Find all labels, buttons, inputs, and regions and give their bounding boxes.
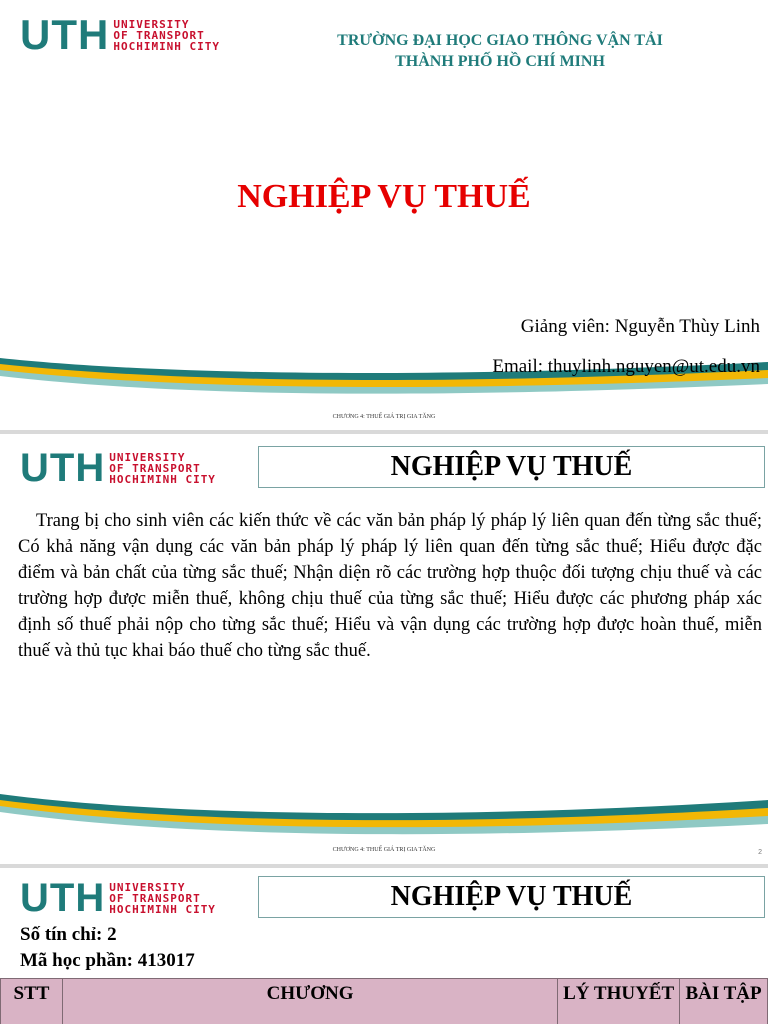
slide-title: NGHIỆP VỤ THUẾ (258, 876, 765, 918)
header-exercise: BÀI TẬP (680, 979, 768, 1024)
uth-logo (20, 11, 221, 58)
chapter-table (0, 978, 768, 1024)
credits: Số tín chỉ: 2 (20, 924, 117, 945)
slide-title: NGHIỆP VỤ THUẾ (237, 178, 531, 215)
slide-2 (0, 434, 768, 864)
slide-1 (0, 0, 768, 430)
lecturer: Giảng viên: Nguyễn Thùy Linh (520, 316, 760, 337)
slide-title: NGHIỆP VỤ THUẾ (258, 446, 765, 488)
school-name (270, 30, 730, 72)
logo-mark: UTH (20, 876, 106, 920)
slide-3 (0, 868, 768, 1024)
school-line-2: THÀNH PHỐ HỒ CHÍ MINH (395, 53, 605, 70)
logo-line-2: OF TRANSPORT (109, 461, 201, 475)
logo-line-3: HOCHIMINH CITY (109, 902, 216, 916)
uth-logo (20, 878, 216, 918)
email: Email: thuylinh.nguyen@ut.edu.vn (492, 356, 760, 377)
logo-line-1: UNIVERSITY (109, 880, 186, 894)
header-theory: LÝ THUYẾT (558, 979, 680, 1024)
course-code: Mã học phần: 413017 (20, 950, 195, 971)
course-objectives: Trang bị cho sinh viên các kiến thức về các văn bản pháp lý pháp lý liên quan đến từng sắc thuế; Có khả năng vận dụng các văn bản pháp lý pháp lý liên quan đến từng sắc thuế; Hiểu được đặc điểm và bản chất của từng sắc thuế; Nhận diện rõ các trường hợp thuộc đối tượng chịu thuế và các trường hợp được miễn thuế, không chịu thuế của từng sắc thuế; Hiểu được các phương pháp xác định số thuế phải nộp cho từng sắc thuế; Hiểu và vận dụng các trường hợp được hoàn thuế, miễn thuế và thủ tục khai báo thuế cho từng sắc thuế. (18, 511, 762, 661)
header-chapter: CHƯƠNG (62, 979, 557, 1024)
page-number: 2 (758, 849, 762, 856)
header-stt: STT (1, 979, 63, 1024)
logo-line-2: OF TRANSPORT (113, 28, 205, 42)
logo-line-2: OF TRANSPORT (109, 891, 201, 905)
school-line-1: TRƯỜNG ĐẠI HỌC GIAO THÔNG VẬN TẢI (337, 32, 663, 49)
table-header-row (1, 979, 768, 1024)
logo-line-3: HOCHIMINH CITY (109, 472, 216, 486)
logo-line-3: HOCHIMINH CITY (113, 39, 221, 53)
logo-mark: UTH (20, 446, 106, 490)
uth-logo (20, 448, 216, 488)
logo-line-1: UNIVERSITY (113, 17, 190, 31)
logo-line-1: UNIVERSITY (109, 450, 186, 464)
logo-mark: UTH (20, 11, 110, 58)
footer-chapter: CHƯƠNG 4: THUẾ GIÁ TRỊ GIA TĂNG (332, 847, 436, 853)
footer-chapter: CHƯƠNG 4: THUẾ GIÁ TRỊ GIA TĂNG (332, 414, 436, 420)
